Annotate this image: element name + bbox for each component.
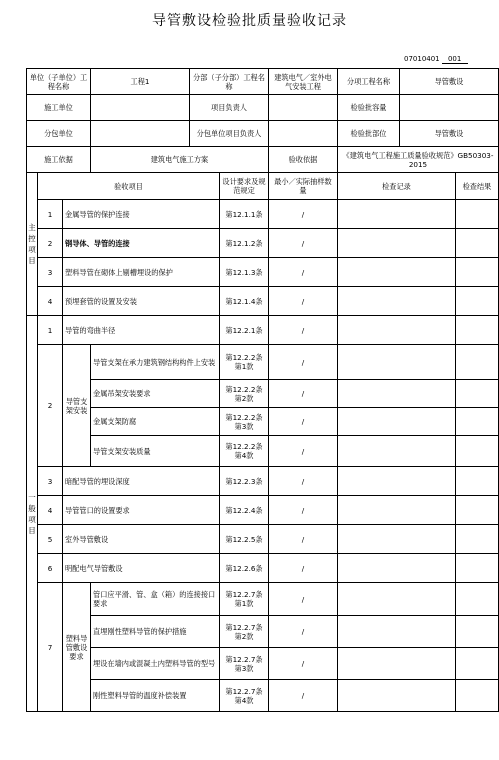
main-row-result bbox=[456, 287, 499, 316]
general-subrow-sample: / bbox=[269, 648, 338, 680]
col-header-spec: 设计要求及规范规定 bbox=[220, 173, 269, 200]
main-row-item: 预埋套管的设置及安装 bbox=[63, 287, 220, 316]
general-subrow-record bbox=[338, 436, 456, 467]
general-row-sample: / bbox=[269, 316, 338, 345]
general-subrow-item: 刚性塑料导管的温度补偿装置 bbox=[91, 680, 220, 712]
general-row-sample: / bbox=[269, 554, 338, 583]
general-subrow-item: 直埋刚性塑料导管的保护措施 bbox=[91, 616, 220, 648]
division-name-label: 分部（子分部）工程名称 bbox=[190, 69, 269, 95]
subcontractor-label: 分包单位 bbox=[27, 121, 91, 147]
general-subrow-sample: / bbox=[269, 583, 338, 616]
general-row-spec: 第12.2.6条 bbox=[220, 554, 269, 583]
general-row-item: 明配电气导管敷设 bbox=[63, 554, 220, 583]
general-subrow-record bbox=[338, 345, 456, 380]
general-subrow-result bbox=[456, 436, 499, 467]
general-row-spec: 第12.2.3条 bbox=[220, 467, 269, 496]
general-subrow-spec: 第12.2.2条第1款 bbox=[220, 345, 269, 380]
division-name-value: 建筑电气／室外电气安装工程 bbox=[269, 69, 338, 95]
general-row-no: 6 bbox=[38, 554, 63, 583]
general-subrow-result bbox=[456, 380, 499, 408]
main-row-result bbox=[456, 229, 499, 258]
general-subrow-spec: 第12.2.7条第2款 bbox=[220, 616, 269, 648]
inspection-record-table bbox=[26, 68, 499, 712]
general-subrow-sample: / bbox=[269, 616, 338, 648]
general-row-spec: 第12.2.5条 bbox=[220, 525, 269, 554]
constructor-value bbox=[91, 95, 190, 121]
general-subrow-item: 导管支架在承力建筑钢结构构件上安装 bbox=[91, 345, 220, 380]
general-row-result bbox=[456, 525, 499, 554]
general-row-item: 导管管口的设置要求 bbox=[63, 496, 220, 525]
subcontractor-pm-label: 分包单位项目负责人 bbox=[190, 121, 269, 147]
general-subrow-result bbox=[456, 583, 499, 616]
general-subrow-record bbox=[338, 680, 456, 712]
general-row-sample: / bbox=[269, 525, 338, 554]
general-subrow-record bbox=[338, 616, 456, 648]
general-subrow-record bbox=[338, 408, 456, 436]
general-subrow-spec: 第12.2.2条第4款 bbox=[220, 436, 269, 467]
general-row-no: 4 bbox=[38, 496, 63, 525]
project-manager-label: 项目负责人 bbox=[190, 95, 269, 121]
main-row-spec: 第12.1.2条 bbox=[220, 229, 269, 258]
general-subrow-result bbox=[456, 408, 499, 436]
general-subrow-result bbox=[456, 616, 499, 648]
general-row-result bbox=[456, 496, 499, 525]
batch-capacity-value bbox=[400, 95, 499, 121]
general-subrow-item: 金属吊架安装要求 bbox=[91, 380, 220, 408]
general-group-label: 塑料导管敷设要求 bbox=[63, 583, 91, 712]
general-row-item: 导管的弯曲半径 bbox=[63, 316, 220, 345]
general-row-record bbox=[338, 316, 456, 345]
general-row-spec: 第12.2.4条 bbox=[220, 496, 269, 525]
general-subrow-item: 埋设在墙内或混凝土内塑料导管的型号 bbox=[91, 648, 220, 680]
page-title: 导管敷设检验批质量验收记录 bbox=[152, 13, 347, 29]
general-subrow-sample: / bbox=[269, 380, 338, 408]
subcontractor-value bbox=[91, 121, 190, 147]
main-row-sample: / bbox=[269, 229, 338, 258]
general-subrow-result bbox=[456, 345, 499, 380]
general-subrow-record bbox=[338, 380, 456, 408]
general-row-no: 3 bbox=[38, 467, 63, 496]
subitem-name-value: 导管敷设 bbox=[400, 69, 499, 95]
main-row-no: 3 bbox=[38, 258, 63, 287]
general-row-item: 暗配导管的埋设深度 bbox=[63, 467, 220, 496]
general-subrow-spec: 第12.2.2条第2款 bbox=[220, 380, 269, 408]
general-row-record bbox=[338, 525, 456, 554]
constructor-label: 施工单位 bbox=[27, 95, 91, 121]
doc-code bbox=[404, 55, 468, 64]
general-row-record bbox=[338, 467, 456, 496]
main-row-item: 钢导体、导管的连接 bbox=[63, 229, 220, 258]
subitem-name-label: 分项工程名称 bbox=[338, 69, 400, 95]
construction-basis-value: 建筑电气施工方案 bbox=[91, 147, 269, 173]
main-row-no: 1 bbox=[38, 200, 63, 229]
general-row-result bbox=[456, 316, 499, 345]
general-items-label: 一般项目 bbox=[27, 316, 38, 712]
general-subrow-spec: 第12.2.7条第4款 bbox=[220, 680, 269, 712]
general-subrow-result bbox=[456, 680, 499, 712]
general-row-no: 7 bbox=[38, 583, 63, 712]
general-row-record bbox=[338, 554, 456, 583]
acceptance-basis-value: 《建筑电气工程施工质量验收规范》GB50303-2015 bbox=[338, 147, 499, 173]
general-subrow-sample: / bbox=[269, 345, 338, 380]
general-row-record bbox=[338, 496, 456, 525]
general-row-sample: / bbox=[269, 496, 338, 525]
project-manager-value bbox=[269, 95, 338, 121]
main-row-no: 2 bbox=[38, 229, 63, 258]
main-row-item: 塑料导管在砌体上剔槽埋设的保护 bbox=[63, 258, 220, 287]
general-row-result bbox=[456, 467, 499, 496]
general-row-no: 5 bbox=[38, 525, 63, 554]
general-row-result bbox=[456, 554, 499, 583]
main-row-record bbox=[338, 258, 456, 287]
doc-serial: 001 bbox=[442, 55, 468, 64]
general-row-spec: 第12.2.1条 bbox=[220, 316, 269, 345]
main-row-record bbox=[338, 287, 456, 316]
col-header-result: 检查结果 bbox=[456, 173, 499, 200]
main-row-sample: / bbox=[269, 287, 338, 316]
main-row-spec: 第12.1.4条 bbox=[220, 287, 269, 316]
general-subrow-spec: 第12.2.2条第3款 bbox=[220, 408, 269, 436]
col-header-sample: 最小／实际抽样数量 bbox=[269, 173, 338, 200]
general-subrow-spec: 第12.2.7条第3款 bbox=[220, 648, 269, 680]
main-row-sample: / bbox=[269, 258, 338, 287]
main-row-result bbox=[456, 258, 499, 287]
general-subrow-spec: 第12.2.7条第1款 bbox=[220, 583, 269, 616]
main-row-spec: 第12.1.1条 bbox=[220, 200, 269, 229]
main-row-sample: / bbox=[269, 200, 338, 229]
construction-basis-label: 施工依据 bbox=[27, 147, 91, 173]
general-row-no: 1 bbox=[38, 316, 63, 345]
batch-capacity-label: 检验批容量 bbox=[338, 95, 400, 121]
unit-name-label: 单位（子单位）工程名称 bbox=[27, 69, 91, 95]
general-subrow-item: 管口应平滑、管、盒（箱）的连接接口要求 bbox=[91, 583, 220, 616]
main-row-spec: 第12.1.3条 bbox=[220, 258, 269, 287]
general-subrow-item: 金属支架防腐 bbox=[91, 408, 220, 436]
main-row-record bbox=[338, 200, 456, 229]
general-row-no: 2 bbox=[38, 345, 63, 467]
general-subrow-record bbox=[338, 583, 456, 616]
general-subrow-sample: / bbox=[269, 408, 338, 436]
main-row-no: 4 bbox=[38, 287, 63, 316]
general-subrow-sample: / bbox=[269, 680, 338, 712]
main-control-label: 主控项目 bbox=[27, 173, 38, 316]
batch-part-value: 导管敷设 bbox=[400, 121, 499, 147]
batch-part-label: 检验批部位 bbox=[338, 121, 400, 147]
general-row-item: 室外导管敷设 bbox=[63, 525, 220, 554]
subcontractor-pm-value bbox=[269, 121, 338, 147]
col-header-record: 检查记录 bbox=[338, 173, 456, 200]
main-row-result bbox=[456, 200, 499, 229]
main-row-item: 金属导管的保护连接 bbox=[63, 200, 220, 229]
general-subrow-sample: / bbox=[269, 436, 338, 467]
main-row-record bbox=[338, 229, 456, 258]
general-row-sample: / bbox=[269, 467, 338, 496]
general-subrow-item: 导管支架安装质量 bbox=[91, 436, 220, 467]
general-group-label: 导管支架安装 bbox=[63, 345, 91, 467]
acceptance-basis-label: 验收依据 bbox=[269, 147, 338, 173]
unit-name-value: 工程1 bbox=[91, 69, 190, 95]
general-subrow-result bbox=[456, 648, 499, 680]
col-header-item: 验收项目 bbox=[38, 173, 220, 200]
general-subrow-record bbox=[338, 648, 456, 680]
doc-code-number: 07010401 bbox=[404, 55, 440, 63]
